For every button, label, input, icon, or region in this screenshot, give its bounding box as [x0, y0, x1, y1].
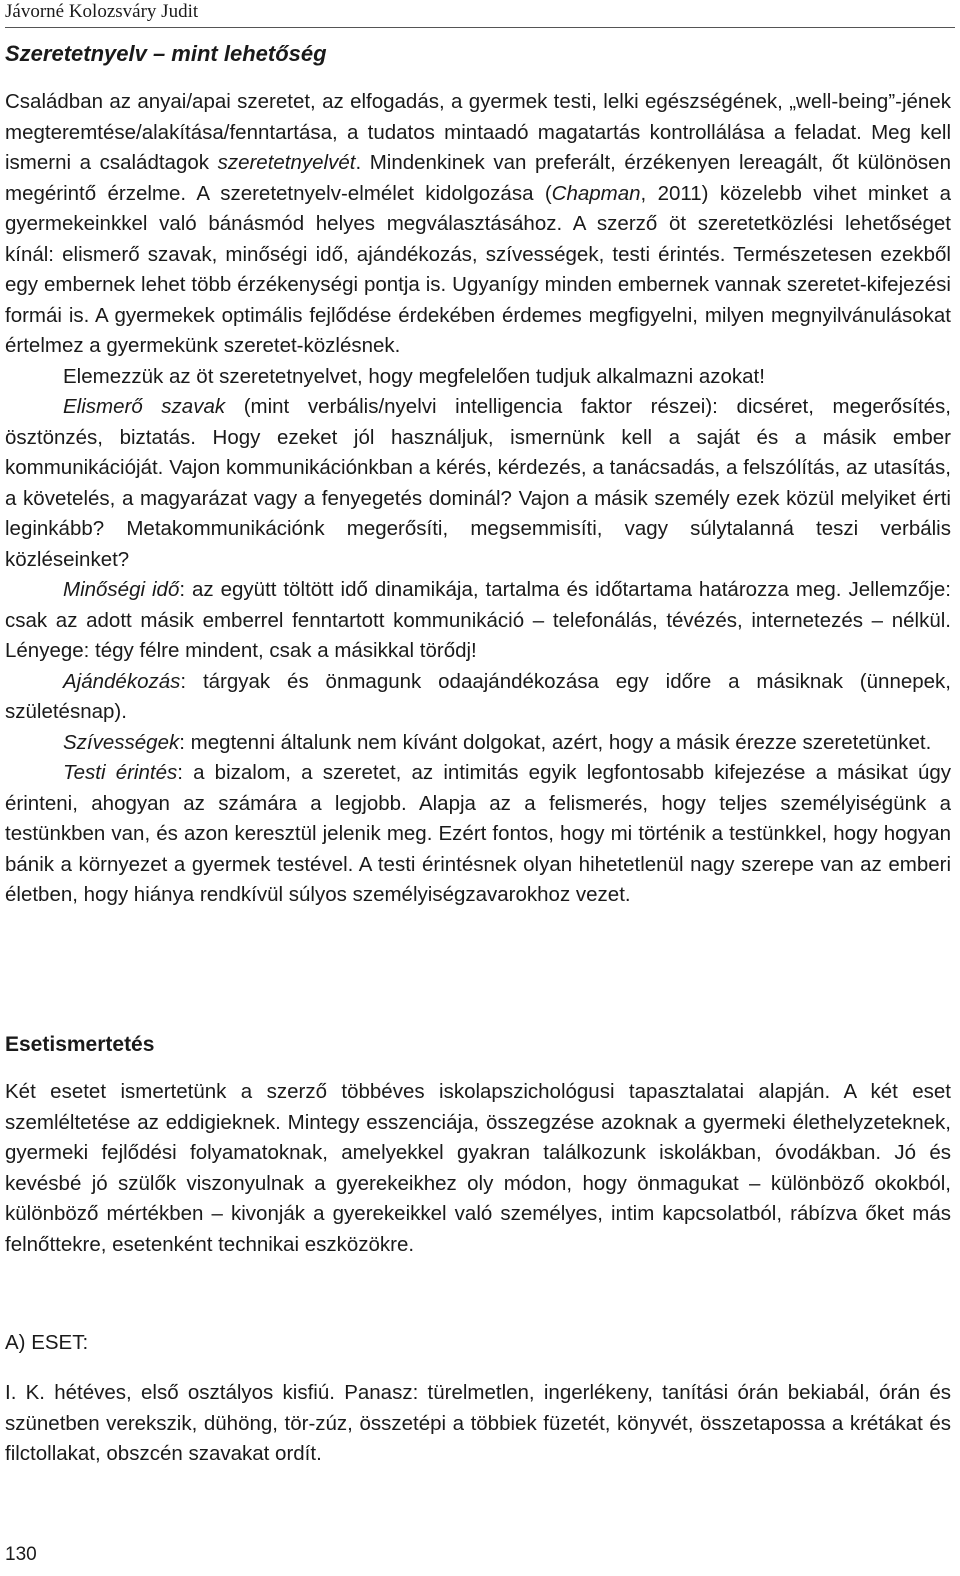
term-label: Ajándékozás	[63, 669, 181, 693]
paragraph-text: (mint verbális/nyelvi intelligencia faktor részei): dicséret, megerősítés, ösztönzés, biztatás. Hogy ezeket jól használjuk, ismernünk kell a saját és a másik ember kommunikációját. Vajon kommunikációnkban a kérés, kérdezés, a tanácsadás, a felszólítás, az utasítás, a követelés, a magyarázat vagy a fenyegetés dominál? Vajon a másik személy ezek közül melyiket érti leginkább? Metakommunikációnk megerősíti, megsemmisíti, vagy súlytalanná teszi verbális közléseinket?	[5, 395, 951, 571]
paragraph-acts-of-service	[5, 728, 951, 759]
citation-author: Chapman	[551, 181, 641, 205]
term-label: Testi érintés	[63, 761, 178, 784]
paragraph-gifts	[5, 667, 951, 728]
paragraph-text: : az együtt töltött idő dinamikája, tartalma és időtartama határozza meg. Jellemzője: csak az adott másik emberrel fenntartott kommunikáció – telefonálás, tévézés, internetezés – nélkül. Lényege: tégy félre mindent, csak a másikkal törődj!	[5, 578, 951, 662]
running-header-author: Jávorné Kolozsváry Judit	[5, 1, 199, 22]
case-a-label: A) ESET:	[5, 1331, 89, 1354]
paragraph-text: Családban az anyai/apai szeretet, az elfogadás, a gyermek testi, lelki egészségének, „well-being”-jének megteremtése/alakítása/fenntartása, a tudatos mintaadó magatartás kontrollálása a feladat. Meg kell ismerni a családtagok	[5, 90, 951, 174]
paragraph-text: , 2011) közelebb vihet minket a gyermekeinkkel való bánásmód helyes megválasztásához. A szerző öt szeretetközlési lehetőséget kínál: elismerő szavak, minőségi idő, ajándékozás, szívességek, testi érintés. Természetesen ezekből egy embernek lehet több érzékenységi pontja is. Ugyanígy minden embernek vannak szeretet-kifejezési formái is. A gyermekek optimális fejlődése érdekében érdemes megfigyelni, milyen megnyilvánulásokat értelmez a gyermekünk szeretet-közlésnek.	[5, 181, 951, 357]
case-a-body	[5, 1378, 951, 1470]
term-label: Szívességek	[63, 730, 180, 754]
term-label: Minőségi idő	[63, 578, 180, 601]
paragraph-analysis: Elemezzük az öt szeretetnyelvet, hogy megfelelően tudjuk alkalmazni azokat!	[63, 364, 765, 388]
section-title: Szeretetnyelv – mint lehetőség	[5, 41, 327, 66]
paragraph-case-intro: Két esetet ismertetünk a szerző többéves iskolapszichológusi tapasztalatai alapján. A két eset szemléltetése az eddigieknek. Mintegy esszenciája, összegzése azoknak a gyermeki élethelyzeteknek, gyermeki fejlődési folyamatoknak, amelyekkel gyakran találkozunk iskolákban, óvodákban. Jó és kevésbé jó szülők viszonyulnak a gyerekeikhez oly módon, hogy önmagukat – különböző okokból, különböző mértékben – kivonják a gyerekeikkel való személyes, intim kapcsolatból, rábízva őket más felnőttekre, esetenként technikai eszközökre.	[5, 1080, 951, 1256]
case-study-body	[5, 1077, 951, 1260]
paragraph-intro	[5, 87, 951, 362]
paragraph-text: : a bizalom, a szeretet, az intimitás egyik legfontosabb kifejezése a másikat úgy érinteni, ahogyan az számára a legjobb. Alapja az a felismerés, hogy teljes személyiségünk a testünkben van, és azon keresztül jelenik meg. Ezért fontos, hogy mi történik a testünkkel, hogy hogyan bánik a környezet a gyermek testével. A testi érintésnek olyan hihetetlenül nagy szerepe van az emberi életben, hogy hiánya rendkívül súlyos személyiségzavarokhoz vezet.	[5, 761, 951, 906]
paragraph-words-of-affirmation	[5, 392, 951, 575]
paragraph-text: . Mindenkinek van preferált, érzékenyen lereagált, őt különösen megérintő érzelme. A szeretetnyelv-elmélet kidolgozása (	[5, 151, 951, 205]
page-number: 130	[5, 1544, 37, 1565]
term-label: Elismerő szavak	[63, 395, 226, 418]
header-divider	[5, 27, 955, 28]
paragraph-text: : megtenni általunk nem kívánt dolgokat, azért, hogy a másik érezze szeretetünket.	[179, 730, 932, 754]
paragraph-physical-touch	[5, 758, 951, 911]
section-body	[5, 87, 951, 911]
paragraph-quality-time	[5, 575, 951, 667]
paragraph-case-a: I. K. hétéves, első osztályos kisfiú. Panasz: türelmetlen, ingerlékeny, tanítási órán bekiabál, órán és szünetben verekszik, dühöng, tör-zúz, összetépi a többiek füzetét, könyvét, összetapossa a krétákat és filctollakat, obszcén szavakat ordít.	[5, 1381, 951, 1465]
emphasis-term: szeretetnyelvét	[217, 151, 356, 174]
case-study-heading: Esetismertetés	[5, 1033, 155, 1056]
paragraph-text: : tárgyak és önmagunk odaajándékozása egy időre a másiknak (ünnepek, születésnap).	[5, 669, 951, 723]
